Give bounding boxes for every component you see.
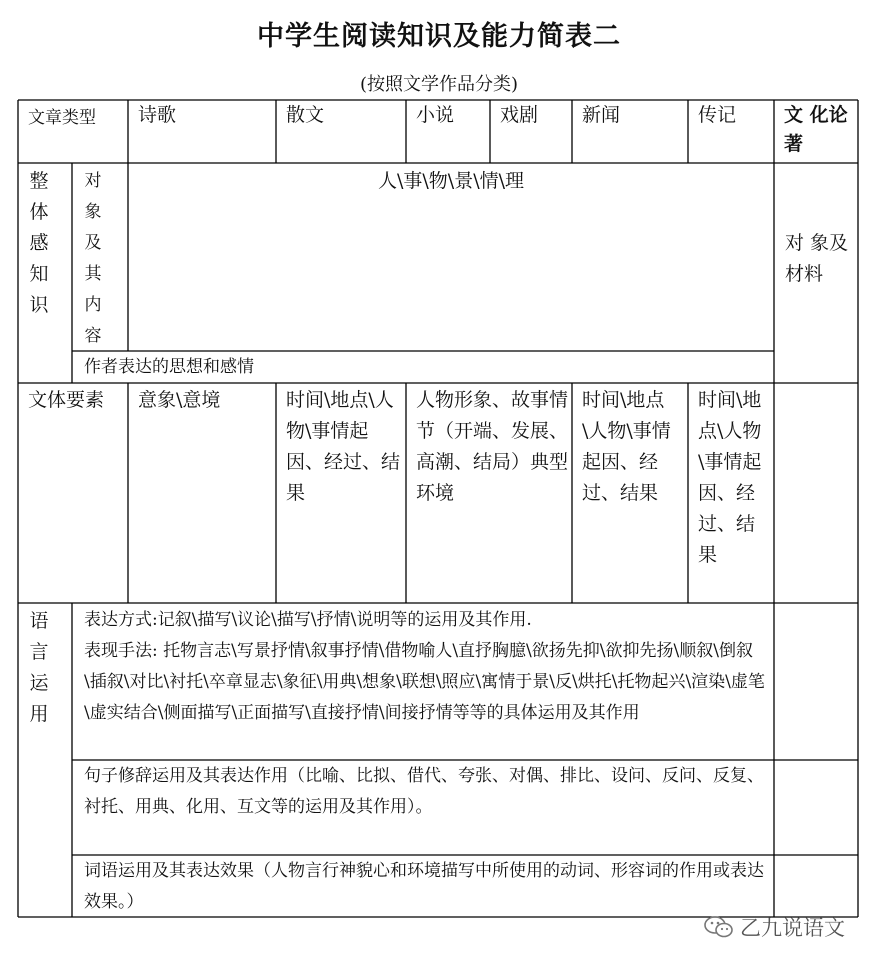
overall-label: 整体感知识 [29,170,49,316]
col-prose: 散文 [286,104,325,126]
elements-label: 文体要素 [28,389,105,411]
type-label: 文章类型 [28,108,96,128]
watermark [704,912,845,942]
elements-novel: 人物形象、故事情节（开端、发展、高潮、结局）典型环境 [416,389,569,504]
col-poem: 诗歌 [138,104,177,126]
author-thought: 作者表达的思想和感情 [84,357,254,377]
language-techniques: 表现手法: 托物言志\写景抒情\叙事抒情\借物喻人\直抒胸臆\欲扬先抑\欲抑先扬\顺叙\倒叙\插叙\对比\衬托\卒章显志\象征\用典\想象\联想\照应\寓情于景\反\烘托\托物起兴\渲染\虚笔\虚实结合\侧面描写\正面描写\直接抒情\间接抒情等等的具体运用及其作用 [84,641,765,723]
language-label: 语言运用 [29,610,49,725]
col-biography: 传记 [698,104,737,126]
essay-object: 对 象及 材料 [785,232,849,285]
col-essay: 文 化论著 [784,104,848,155]
page-subtitle: (按照文学作品分类) [359,74,519,95]
object-label: 对象及其内容 [84,171,102,346]
page-title: 中学生阅读知识及能力简表二 [257,21,621,52]
elements-prose: 时间\地点\人物\事情起因、经过、结果 [286,389,401,504]
language-expression: 表达方式:记叙\描写\议论\描写\抒情\说明等的运用及其作用. [84,610,532,630]
col-news: 新闻 [582,104,621,126]
elements-biography: 时间\地点\人物\事情起因、经过、结果 [698,389,762,566]
wechat-icon [704,915,734,939]
col-novel: 小说 [416,104,455,126]
language-rhetoric: 句子修辞运用及其表达作用（比喻、比拟、借代、夸张、对偶、排比、设问、反问、反复、衬托、用典、化用、互文等的运用及其作用）。 [84,766,764,817]
col-drama: 戏剧 [500,104,539,126]
elements-news: 时间\地点\人物\事情起因、经过、结果 [582,389,671,504]
watermark-text: 乙九说语文 [740,916,845,940]
language-words: 词语运用及其表达效果（人物言行神貌心和环境描写中所使用的动词、形容词的作用或表达效果。） [84,861,764,912]
object-content: 人\事\物\景\情\理 [377,170,524,192]
elements-poem: 意象\意境 [138,389,221,411]
